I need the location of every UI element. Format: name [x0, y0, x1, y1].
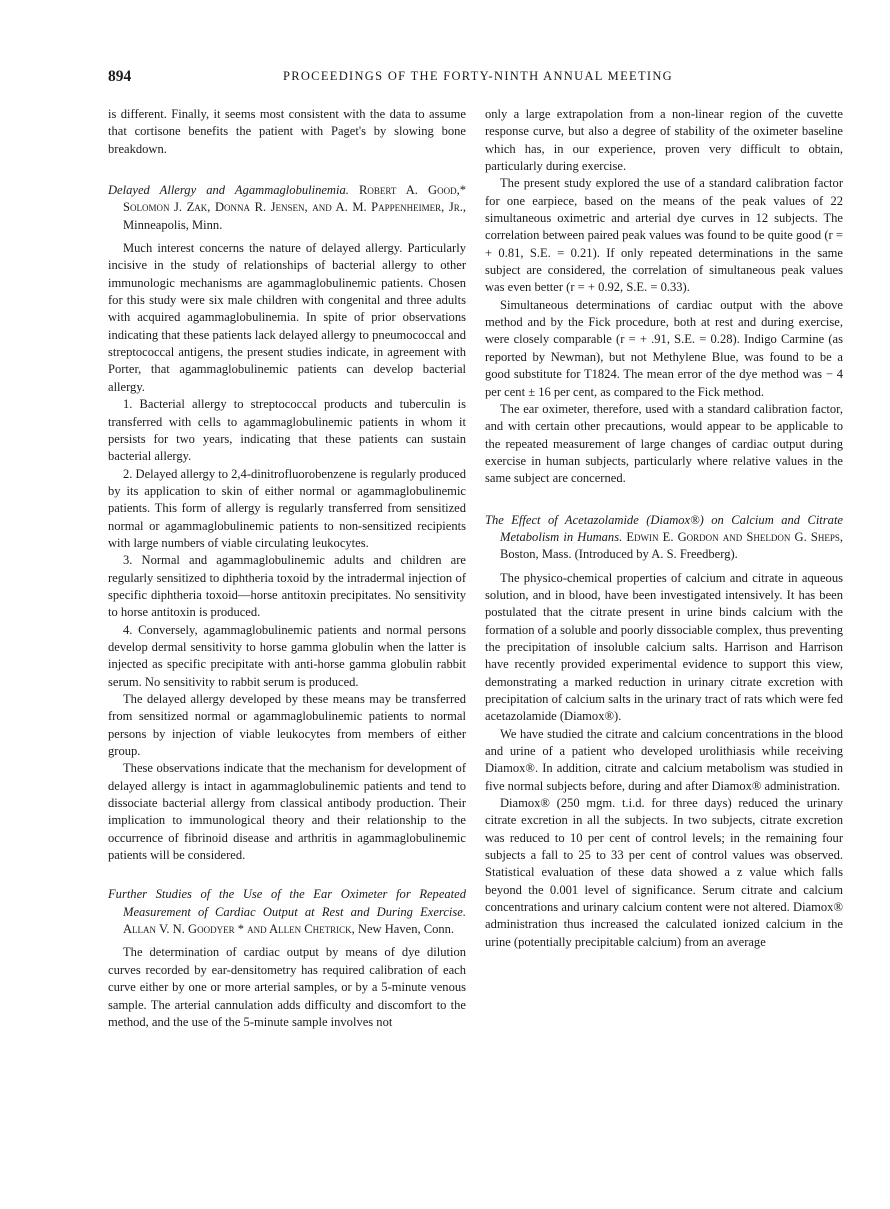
page-header [108, 68, 848, 90]
paragraph: 1. Bacterial allergy to streptococcal products and tuberculin is transferred with cells to agammaglobulinemic patients in whom it persists for two years, indicating that these patients can sustain bacterial allergy. [108, 397, 466, 464]
right-column [485, 106, 843, 951]
running-head: PROCEEDINGS OF THE FORTY-NINTH ANNUAL MEETING [282, 69, 674, 83]
abstract-authors: Robert A. Good,* Solomon J. Zak, Donna R. Jensen, and A. M. Pappenheimer, Jr. [123, 183, 467, 215]
paragraph: 2. Delayed allergy to 2,4-dinitrofluorobenzene is regularly produced by its application to skin of either normal or agammaglobulinemic patients. This form of allergy is regularly transferred from sensitized normal or agammaglobulinemic patients to non-sensitized recipients with large numbers of viable circulating leukocytes. [108, 466, 466, 550]
paragraph: The present study explored the use of a standard calibration factor for one earpiece, based on the means of the peak values of 22 simultaneous oximetric and arterial dye curves in 12 subjects. The correlation between paired peak values was found to be quite good (r = + 0.81, S.E. = 0.21). If only repeated determinations in the same subject are considered, the correlation of simultaneous peak values was even better (r = + 0.92, S.E. = 0.33). [485, 176, 843, 295]
abstract-authors: Allan V. N. Goodyer * and Allen Chetrick [123, 922, 352, 937]
paragraph: The ear oximeter, therefore, used with a standard calibration factor, and with certain other precautions, would appear to be applicable to the repeated measurement of large changes of cardiac output during exercise in human subjects, particularly where relative values in the same subject are concerned. [485, 401, 843, 486]
abstract-location: , New Haven, Conn. [351, 922, 455, 937]
abstract-title: Further Studies of the Use of the Ear Oximeter for Repeated Measurement of Cardiac Output at Rest and During Exercise. [108, 887, 466, 919]
abstract-title: The Effect of Acetazolamide (Diamox®) on Calcium and Citrate Metabolism in Humans. [485, 512, 843, 544]
abstract-heading-acetazolamide [485, 512, 843, 564]
page-number: 894 [108, 68, 132, 85]
paragraph: The determination of cardiac output by means of dye dilution curves recorded by ear-densitometry has required calibration of each curve either by one or more arterial samples, or by a 5-minute venous sample. The arterial cannulation adds difficulty and discomfort to the method, and the use of the 5-minute sample involves not [108, 945, 466, 1029]
paragraph: Simultaneous determinations of cardiac output with the above method and by the Fick procedure, both at rest and during exercise, were closely comparable (r = + .91, S.E. = 0.28). Indigo Carmine (as reported by Newman), but not Methylene Blue, was found to be a good substitute for T1824. The mean error of the dye method was − 4 per cent ± 16 per cent, as compared to the Fick method. [485, 297, 843, 399]
paragraph: Much interest concerns the nature of delayed allergy. Particularly incisive in the study of relationships of bacterial allergy to other immunologic mechanisms are agammaglobulinemic patients. Chosen for this study were six male children with congenital and three adults with acquired agammaglobulinemia. In spite of prior observations indicating that these patients lack delayed allergy to pneumococcal and streptococcal antigens, the present studies indicate, in agreement with Porter, that agammaglobulinemic patients can develop bacterial allergy. [108, 241, 466, 394]
abstract-authors: Edwin E. Gordon and Sheldon G. Sheps [626, 529, 840, 544]
paragraph: 3. Normal and agammaglobulinemic adults and children are regularly sensitized to diphtheria toxoid by the intradermal injection of specific diphtheria toxoid—horse antitoxin precipitates. No sensitivity to horse antitoxin is produced. [108, 553, 466, 620]
abstract-location: , Minneapolis, Minn. [123, 200, 466, 232]
abstract-heading-delayed-allergy [108, 182, 466, 234]
abstract-title: Delayed Allergy and Agammaglobulinemia. [108, 183, 349, 198]
abstract-heading-ear-oximeter [108, 886, 466, 938]
paragraph: The physico-chemical properties of calcium and citrate in aqueous solution, and in blood, have been investigated intensively. It has been postulated that the citrate present in urine binds calcium with the formation of a soluble and poorly dissociable complex, thus preventing the precipitation of insoluble calcium salts. Harrison and Harrison have recently provided experimental evidence to support this view, demonstrating a marked reduction in urinary citrate excretion with precipitation of calcium salts in the urinary tract of rats which were fed acetazolamide (Diamox®). [485, 570, 843, 724]
paragraph: These observations indicate that the mechanism for development of delayed allergy is intact in agammaglobulinemic patients and tend to dissociate bacterial allergy from classical antibody production. Their implication to immunological theory and their relationship to the occurrence of fibrinoid disease and arthritis in agammaglobulinemic patients will be considered. [108, 761, 466, 863]
paragraph: We have studied the citrate and calcium concentrations in the blood and urine of a patient who developed urolithiasis while receiving Diamox®. In addition, citrate and calcium metabolism was studied in five normal subjects before, during and after Diamox® administration. [485, 726, 843, 793]
paragraph: The delayed allergy developed by these means may be transferred from sensitized normal or agammaglobulinemic patients to normal persons by injection of viable leukocytes from members of either group. [108, 692, 466, 759]
continued-paragraph: is different. Finally, it seems most consistent with the data to assume that cortisone benefits the patient with Paget's by slowing bone breakdown. [108, 107, 466, 156]
left-column [108, 106, 466, 1031]
paragraph: 4. Conversely, agammaglobulinemic patients and normal persons develop dermal sensitivity to horse gamma globulin when the latter is injected as specific precipitate with anti-horse gamma globulin rabbit serum. No sensitivity to rabbit serum is produced. [108, 622, 466, 689]
abstract-location: , Boston, Mass. (Introduced by A. S. Freedberg). [500, 529, 843, 562]
continued-paragraph: only a large extrapolation from a non-linear region of the cuvette response curve, but also a degree of stability of the oximeter baseline which has, in our experience, proven very difficult to obtain, particularly during exercise. [485, 107, 843, 174]
paragraph: Diamox® (250 mgm. t.i.d. for three days) reduced the urinary citrate excretion in all the subjects. In two subjects, citrate excretion was reduced to 10 per cent of control levels; in the remaining four subjects a fall to 25 to 33 per cent of control values was observed. Statistical evaluation of these data showed a z value which falls beyond the 0.001 level of significance. Serum citrate and calcium concentrations and urinary calcium content were not altered. Diamox® administration thus increased the calculated ionized calcium in the urine (potentially precipitable calcium) from an average [485, 796, 843, 949]
